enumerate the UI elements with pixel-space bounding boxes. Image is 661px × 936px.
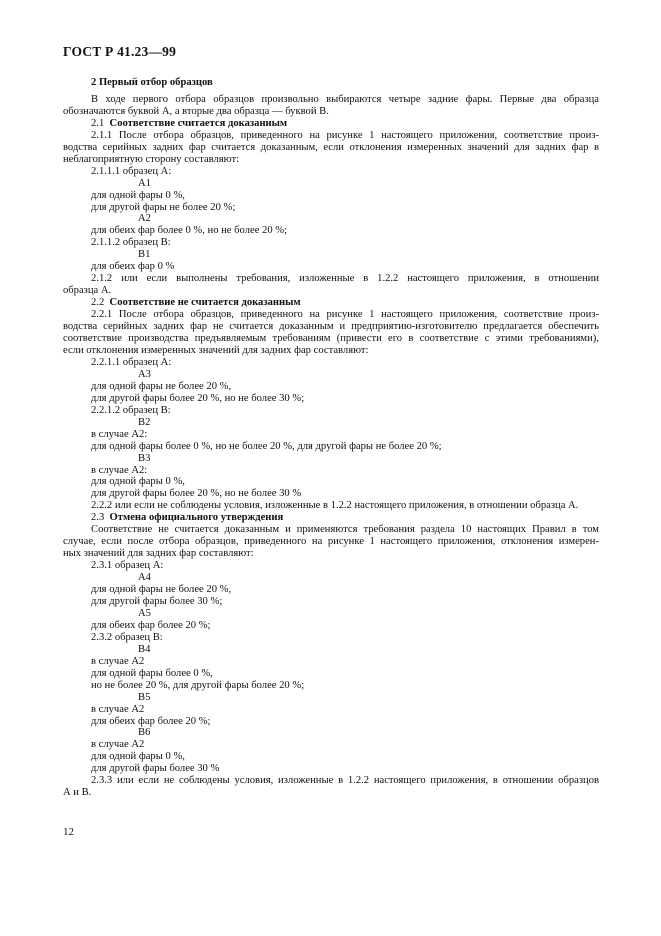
paragraph-line: водства серийных задних фар не считается доказанным и предприятию-изготовителю предлагается обеспечить xyxy=(63,321,599,333)
list-item: 2.2.1.1 образец А: xyxy=(91,356,172,368)
list-item: 2.2.1.2 образец В: xyxy=(91,404,171,416)
case-label: В6 xyxy=(138,727,151,739)
list-item: 2.3.1 образец А: xyxy=(91,560,164,572)
list-item: для другой фары более 30 %; xyxy=(91,595,223,607)
subsection-heading-2-1: 2.1 Соответствие считается доказанным xyxy=(91,117,288,129)
document-body xyxy=(63,77,599,799)
paragraph-line: 2.1.1 После отбора образцов, приведенного на рисунке 1 настоящего приложения, соответствие произ- xyxy=(91,129,599,141)
list-item: в случае А2 xyxy=(91,739,145,751)
case-label: В1 xyxy=(138,249,151,261)
paragraph-line: если отклонения измеренных значений для задних фар составляют: xyxy=(63,344,369,356)
list-item: для обеих фар 0 % xyxy=(91,261,175,273)
paragraph-line: водства серийных задних фар считается доказанным, если отклонения измеренных значений для задних фар в xyxy=(63,141,599,153)
list-item: 2.3.2 образец В: xyxy=(91,631,163,643)
paragraph-line: неблагоприятную сторону составляют: xyxy=(63,153,240,165)
paragraph-line: образца А. xyxy=(63,285,112,297)
list-item: для одной фары 0 %, xyxy=(91,476,185,488)
section-heading: 2 Первый отбор образцов xyxy=(91,77,213,88)
list-item: для одной фары не более 20 %, xyxy=(91,584,232,596)
case-label: В5 xyxy=(138,691,151,703)
list-item: для обеих фар более 20 %; xyxy=(91,619,211,631)
list-item: в случае А2: xyxy=(91,428,148,440)
case-label: А5 xyxy=(138,607,151,619)
list-item: для одной фары 0 %, xyxy=(91,751,185,763)
list-item: 2.1.1.1 образец А: xyxy=(91,165,172,177)
list-item: но не более 20 %, для другой фары более 20 %; xyxy=(91,679,305,691)
paragraph-line: А и В. xyxy=(63,787,92,799)
list-item: для одной фары более 0 %, но не более 20 %, для другой фары не более 20 %; xyxy=(91,440,442,452)
paragraph-line: соответствие производства предъявляемым требованиям (привести его в соответствие с этими требованиями), xyxy=(63,333,599,345)
paragraph-line: случае, если после отбора образцов, приведенного на рисунке 1 настоящего приложения, отклонения измерен- xyxy=(63,536,599,548)
case-label: А4 xyxy=(138,572,151,584)
paragraph-line: 2.1.2 или если выполнены требования, изложенные в 1.2.2 настоящего приложения, в отношении xyxy=(91,273,599,285)
list-item: 2.1.1.2 образец В: xyxy=(91,237,171,249)
case-label: А3 xyxy=(138,368,151,380)
list-item: в случае А2 xyxy=(91,703,145,715)
subsection-heading-2-2: 2.2 Соответствие не считается доказанным xyxy=(91,297,301,309)
case-label: А1 xyxy=(138,177,151,189)
paragraph-line: 2.2.2 или если не соблюдены условия, изложенные в 1.2.2 настоящего приложения, в отношении образца А. xyxy=(91,500,579,512)
case-label: В2 xyxy=(138,416,151,428)
list-item: для одной фары 0 %, xyxy=(91,189,185,201)
list-item: для одной фары не более 20 %, xyxy=(91,380,232,392)
case-label: В4 xyxy=(138,643,151,655)
subsection-heading-2-3: 2.3 Отмена официального утверждения xyxy=(91,512,284,524)
case-label: А2 xyxy=(138,213,151,225)
paragraph-line: ных значений для задних фар составляют: xyxy=(63,548,254,560)
paragraph-line: Соответствие не считается доказанным и применяются требования раздела 10 настоящих Правил в том xyxy=(91,524,599,536)
document-code-header: ГОСТ Р 41.23—99 xyxy=(63,44,177,59)
paragraph-line: 2.3.3 или если не соблюдены условия, изложенные в 1.2.2 настоящего приложения, в отношении образцов xyxy=(91,775,599,787)
list-item: для другой фары более 30 % xyxy=(91,763,220,775)
paragraph-line: 2.2.1 После отбора образцов, приведенного на рисунке 1 настоящего приложения, соответствие произ- xyxy=(91,309,599,321)
intro-line: обозначаются буквой А, а вторые два образца — буквой В. xyxy=(63,105,329,117)
list-item: в случае А2 xyxy=(91,655,145,667)
list-item: для другой фары более 20 %, но не более 30 % xyxy=(91,488,302,500)
list-item: в случае А2: xyxy=(91,464,148,476)
list-item: для обеих фар более 0 %, но не более 20 %; xyxy=(91,225,288,237)
page-number: 12 xyxy=(63,826,74,838)
list-item: для другой фары не более 20 %; xyxy=(91,201,236,213)
list-item: для обеих фар более 20 %; xyxy=(91,715,211,727)
case-label: В3 xyxy=(138,452,151,464)
list-item: для другой фары более 20 %, но не более 30 %; xyxy=(91,392,305,404)
list-item: для одной фары более 0 %, xyxy=(91,667,213,679)
intro-line: В ходе первого отбора образцов произвольно выбираются четыре задние фары. Первые два образца xyxy=(91,93,599,105)
